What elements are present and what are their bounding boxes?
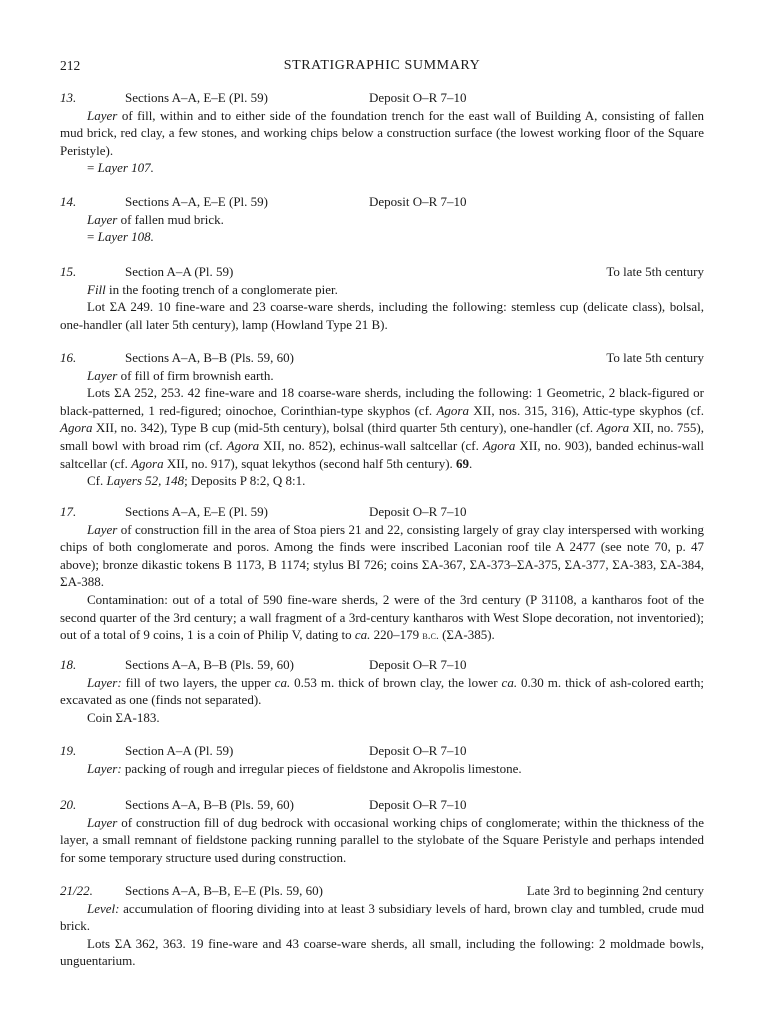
entry-head [60, 656, 704, 674]
eq-text: Layer 108. [97, 229, 154, 245]
circa: ca. [501, 674, 518, 690]
layer-description [60, 760, 704, 778]
lot-text: XII, no. 917), squat lekythos (second half 5th century). [163, 455, 457, 471]
entry-15 [60, 263, 704, 333]
layer-equivalence [60, 228, 704, 246]
layer-text: in the footing trench of a conglomerate pier. [105, 281, 338, 297]
entry-sections: Sections A–A, E–E (Pl. 59) [125, 90, 268, 105]
lot-text: XII, no. 903), banded echinus-wall saltcellar (cf. [60, 437, 704, 471]
layer-label: Level: [87, 900, 120, 916]
entry-date: To late 5th century [606, 350, 704, 365]
layer-text: of construction fill in the area of Stoa piers 21 and 22, consisting largely of gray clay interspersed with working chips of both conglomerate and poros. Among the finds were inscribed Laconian roof tile A 2477 (see note 70, p. 47 above); bronze dikastic tokens B 1173, B 1174; stylus BI 726; coins ΣA-367, ΣA-373–ΣA-375, ΣA-377, ΣA-383, ΣA-384, ΣA-388. [60, 521, 704, 590]
lot-text: Lots ΣA 252, 253. 42 fine-ware and 18 coarse-ware sherds, including the following: 1 Geometric, 2 black-figured or black-patterned, 1 red-figured; oinochoe, Corinthian-type skyphos (cf. [60, 385, 704, 418]
agora-ref: Agora [131, 455, 164, 471]
cf-layers: Layers 52, 148 [106, 473, 185, 489]
agora-ref: Agora [482, 437, 516, 453]
lot-text: XII, no. 852), echinus-wall saltcellar (cf. [259, 437, 483, 453]
entry-deposit: Deposit O–R 7–10 [369, 657, 467, 672]
layer-text: accumulation of flooring dividing into at least 3 subsidiary levels of hard, brown clay and tumbled, crude mud brick. [60, 900, 704, 934]
agora-ref: Agora [226, 437, 260, 453]
layer-description [60, 521, 704, 591]
layer-description [60, 674, 704, 709]
lot-description [60, 384, 704, 472]
agora-ref: Agora [596, 420, 630, 436]
entry-18 [60, 656, 704, 726]
entry-sections: Sections A–A, E–E (Pl. 59) [125, 194, 268, 209]
entry-sections: Sections A–A, B–B, E–E (Pls. 59, 60) [125, 883, 323, 898]
layer-text: 0.53 m. thick of brown clay, the lower [290, 674, 502, 690]
entry-sections: Sections A–A, B–B (Pls. 59, 60) [125, 797, 295, 812]
entry-sections: Sections A–A, B–B (Pls. 59, 60) [125, 350, 295, 365]
entry-sections: Section A–A (Pl. 59) [125, 264, 234, 279]
entry-head [60, 349, 704, 367]
agora-ref: Agora [60, 420, 93, 436]
layer-label: Layer [87, 107, 118, 123]
entry-head [60, 796, 704, 814]
entry-number: 17. [60, 504, 77, 519]
eq-prefix: = [87, 160, 98, 176]
running-title: STRATIGRAPHIC SUMMARY [283, 58, 481, 73]
lot-description: Lots ΣA 362, 363. 19 fine-ware and 43 coarse-ware sherds, all small, including the following: 2 moldmade bowls, unguentarium. [60, 935, 704, 969]
entry-deposit: Deposit O–R 7–10 [369, 743, 467, 758]
running-header [60, 57, 704, 75]
layer-text: of construction fill of dug bedrock with occasional working chips of conglomerate; within the thickness of the layer, a small remnant of fieldstone packing running parallel to the stylobate of the Square Peristyle and perhaps intended for some temporary structure used during construction. [60, 814, 704, 865]
cross-reference [60, 472, 704, 490]
layer-text: of fallen mud brick. [117, 211, 224, 227]
lot-text: XII, no. 755), small bowl with broad rim (cf. [60, 420, 704, 453]
era-bc: b.c. [422, 630, 439, 643]
entry-head [60, 193, 704, 211]
layer-description [60, 211, 704, 229]
entry-number: 13. [60, 90, 77, 105]
entry-17 [60, 503, 704, 646]
layer-text: fill of two layers, the upper [121, 674, 275, 690]
layer-label: Fill [87, 281, 106, 297]
catalogue-number: 69 [456, 455, 470, 471]
lot-text: XII, no. 342), Type B cup (mid-5th century), bolsal (third quarter 5th century), one-handler (cf. [92, 420, 597, 436]
entry-number: 20. [60, 797, 77, 812]
lot-description: Lot ΣA 249. 10 fine-ware and 23 coarse-ware sherds, including the following: stemless cup (delicate class), bolsal, one-handler (all later 5th century), lamp (Howland Type 21 B). [60, 299, 704, 332]
entry-sections: Section A–A (Pl. 59) [125, 743, 234, 758]
entry-number: 21/22. [60, 883, 93, 898]
layer-text: of fill of firm brownish earth. [117, 367, 274, 383]
page-number: 212 [60, 58, 81, 73]
entry-20 [60, 796, 704, 866]
contam-text: Contamination: out of a total of 590 fine-ware sherds, 2 were of the 3rd century (P 31108, a kantharos foot of the second quarter of the 3rd century; a wall fragment of a 3rd-century kantharos with West Slope decoration, not inventoried); out of a total of 9 coins, 1 is a coin of Philip V, dating to [60, 591, 704, 643]
circa: ca. [354, 627, 371, 643]
entry-head [60, 882, 704, 900]
layer-description [60, 814, 704, 867]
contamination-note [60, 591, 704, 646]
entry-13 [60, 89, 704, 177]
entry-19 [60, 742, 704, 777]
entry-14 [60, 193, 704, 246]
entry-16 [60, 349, 704, 490]
contam-years: 220–179 [370, 627, 423, 643]
entry-head [60, 742, 704, 760]
layer-description [60, 900, 704, 935]
entry-sections: Sections A–A, B–B (Pls. 59, 60) [125, 657, 295, 672]
entry-sections: Sections A–A, E–E (Pl. 59) [125, 504, 268, 519]
layer-text: packing of rough and irregular pieces of fieldstone and Akropolis limestone. [121, 760, 522, 776]
layer-label: Layer [87, 521, 118, 537]
lot-text: XII, nos. 315, 316), Attic-type skyphos (cf. [468, 402, 704, 418]
eq-text: Layer 107. [97, 160, 154, 176]
entry-head [60, 89, 704, 107]
lot-text: . [469, 455, 473, 471]
entry-number: 16. [60, 350, 77, 365]
entry-head [60, 503, 704, 521]
layer-label: Layer: [87, 760, 122, 776]
layer-text: of fill, within and to either side of the foundation trench for the east wall of Building A, consisting of fallen mud brick, red clay, a few stones, and working chips below a construction surface (the lowest working floor of the Square Peristyle). [60, 107, 704, 158]
cf-prefix: Cf. [87, 473, 107, 489]
entry-deposit: Deposit O–R 7–10 [369, 90, 467, 105]
eq-prefix: = [87, 229, 98, 245]
layer-text: 0.30 m. thick of ash-colored earth; excavated as one (finds not separated). [60, 674, 705, 708]
layer-description [60, 367, 704, 385]
layer-label: Layer [87, 814, 118, 830]
entry-number: 18. [60, 657, 77, 672]
circa: ca. [274, 674, 291, 690]
layer-equivalence [60, 159, 704, 177]
entry-number: 15. [60, 264, 77, 279]
cf-deposits: ; Deposits P 8:2, Q 8:1. [184, 473, 306, 489]
entry-21-22 [60, 882, 704, 970]
entry-head [60, 263, 704, 281]
layer-label: Layer: [87, 674, 122, 690]
entry-date: Late 3rd to beginning 2nd century [526, 883, 704, 898]
layer-description [60, 107, 704, 160]
entry-number: 14. [60, 194, 77, 209]
entry-deposit: Deposit O–R 7–10 [369, 504, 467, 519]
agora-ref: Agora [436, 402, 469, 418]
entry-number: 19. [60, 743, 77, 758]
layer-label: Layer [87, 211, 118, 227]
coin-note: Coin ΣA-183. [87, 709, 160, 725]
contam-end: (ΣA-385). [438, 627, 495, 643]
layer-label: Layer [87, 367, 118, 383]
entry-deposit: Deposit O–R 7–10 [369, 797, 467, 812]
layer-description [60, 281, 704, 299]
entry-date: To late 5th century [606, 264, 704, 279]
entry-deposit: Deposit O–R 7–10 [369, 194, 467, 209]
